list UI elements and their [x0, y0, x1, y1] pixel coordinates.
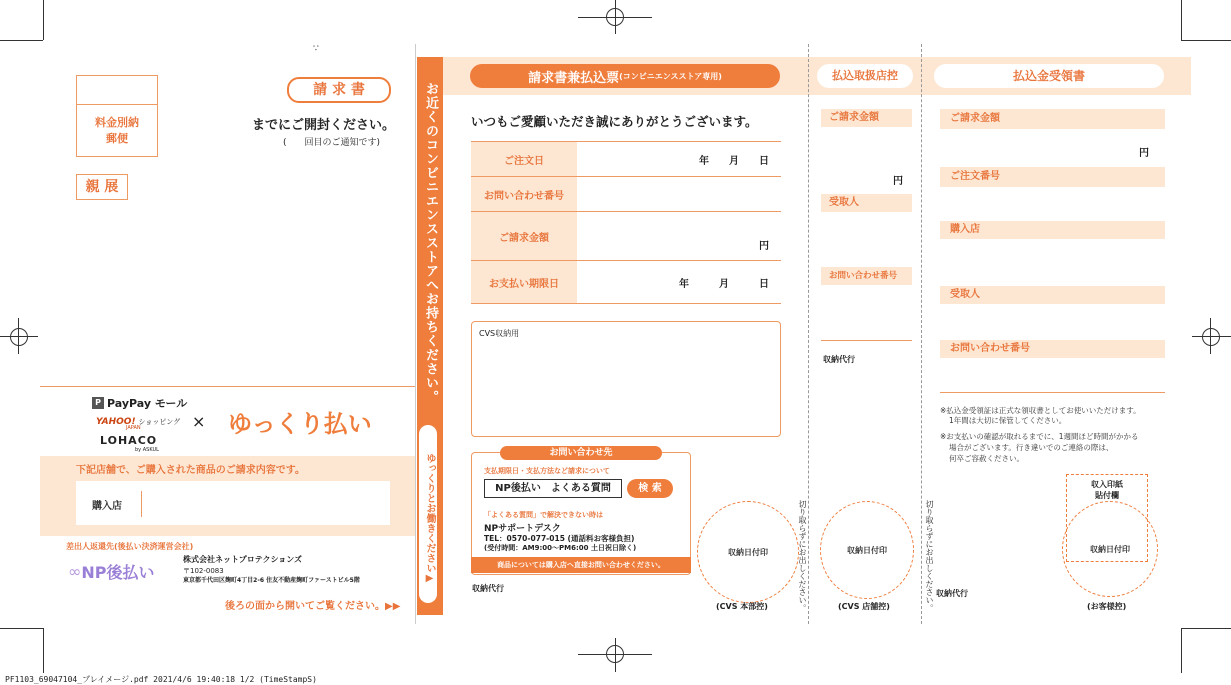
agent-label: 収納代行 [472, 584, 504, 593]
lohaco-logo [100, 434, 159, 453]
invoice-badge: 請 求 書 [287, 77, 391, 103]
receipt-note-2c: 何卒ご容赦ください。 [949, 454, 1024, 463]
receipt-amount-label: ご請求金額 [940, 109, 1165, 129]
store-inquiry-label: お問い合わせ番号 [821, 267, 912, 285]
crop-mark [0, 628, 43, 629]
table-row [471, 141, 781, 177]
postage-box [76, 75, 158, 157]
invoice-title-sub: (コンビニエンスストア専用) [619, 71, 722, 81]
receipt-caption: (お客様控) [1087, 602, 1127, 611]
yahoo-shopping: ショッピング [138, 418, 181, 426]
company-name: 株式会社ネットプロテクションズ [183, 555, 303, 564]
store-amount-label: ご請求金額 [821, 109, 912, 127]
divider [821, 340, 912, 341]
footer-timestamp: PF1103_69047104_プレイメージ.pdf 2021/4/6 19:40:18 1/2 (TimeStampS) [5, 675, 317, 684]
crop-mark [1181, 0, 1182, 40]
search-button[interactable]: 検 索 [627, 479, 673, 498]
yahoo-sub: JAPAN [126, 425, 141, 431]
contact-title: お問い合わせ先 [500, 446, 662, 460]
support-desk: NPサポートデスク [484, 524, 561, 534]
cut-note: 切り取らずにお出しください。 [798, 500, 807, 612]
receipt-payee-label: 受取人 [940, 286, 1165, 304]
store-caption: (CVS 店舗控) [838, 602, 890, 611]
support-tel: TEL：0570-077-015 (通話料お客様負担) [484, 534, 635, 543]
contact-sub: 支払期限日・支払方法など請求について [484, 467, 610, 475]
receipt-yen: 円 [1139, 148, 1149, 159]
stamp-caption: (CVS 本部控) [716, 602, 768, 611]
np-label: NP後払い [81, 563, 155, 582]
date-stamp-circle: 収納日付印 [697, 501, 799, 603]
faq-unresolved: 「よくある質問」で解決できない時は [484, 511, 603, 519]
receipt-store-label: 購入店 [940, 221, 1165, 239]
company-address: 東京都千代田区麹町4丁目2-6 住友不動産麹町ファーストビル5階 [183, 577, 360, 584]
crop-mark [43, 0, 44, 40]
receipt-note-1: ※払込金受領証は正式な領収書としてお使いいただけます。 [940, 406, 1141, 415]
receipt-agent: 収納代行 [936, 589, 968, 598]
divider [940, 392, 1165, 393]
crop-mark [43, 628, 44, 673]
open-prompt: までにご開封ください。 [252, 118, 396, 133]
yahoo-logo [96, 417, 180, 431]
yukkuri-logo: ゆっくり払い [228, 410, 372, 438]
receipt-note-1b: 1年間は大切に保管してください。 [949, 416, 1067, 425]
receipt-order-label: ご注文番号 [940, 167, 1165, 187]
dot-mark: ∵ [313, 44, 319, 54]
receipt-inquiry-label: お問い合わせ番号 [940, 340, 1165, 358]
receipt-note-2b: 場合がございます。行き違いでのご連絡の際は、 [949, 443, 1114, 452]
crop-mark [1181, 40, 1231, 41]
invoice-table [471, 141, 781, 304]
paypay-icon: P [92, 397, 104, 409]
paypay-logo [92, 395, 187, 411]
date-stamp-circle: 収納日付印 [820, 501, 914, 599]
support-hours: (受付時間：AM9:00〜PM6:00 土日祝日除く) [484, 544, 637, 552]
store-copy-title: 払込取扱店控 [817, 64, 913, 88]
postage-label: 料金別納 郵便 [95, 116, 139, 145]
cvs-band-text: お近くのコンビニエンスストアへお持ちください。 [423, 82, 438, 404]
store-yen: 円 [893, 176, 903, 187]
np-icon: ∞ [68, 562, 82, 581]
perforation-line [921, 44, 923, 624]
table-row [471, 261, 781, 304]
receipt-note-2: ※お支払いの確認が取れるまでに、1週間ほど時間がかかる [940, 432, 1139, 441]
registration-mark [10, 328, 28, 346]
lohaco-label: LOHACO [100, 434, 158, 447]
row-value: 年 月 日 [699, 155, 769, 167]
cvs-band-subtext: ゆっくりとお働きください▶ [419, 425, 437, 603]
invoice-title-pill [470, 64, 780, 88]
cut-line [415, 44, 416, 624]
faq-search-box: NP後払い よくある質問 [484, 479, 622, 498]
row-value: 円 [759, 241, 769, 252]
store-payee-label: 受取人 [821, 194, 912, 212]
times-sign: × [192, 412, 206, 431]
postal-code: 〒102-0083 [183, 567, 224, 575]
invoice-title: 請求書兼払込票 [528, 70, 620, 86]
revenue-stamp-box: 収入印紙 貼付欄 [1066, 474, 1148, 562]
date-stamp-circle: 収納日付印 [1062, 501, 1158, 597]
registration-mark [1202, 328, 1220, 346]
purchase-banner: 下記店舗で、ご購入された商品のご請求内容です。 [76, 465, 305, 476]
registration-mark [606, 645, 624, 663]
cut-note: 切り取らずにお出しください。 [925, 500, 934, 612]
confidential-stamp: 親 展 [76, 174, 128, 200]
product-note: 商品については購入店へ直接お問い合わせください。 [471, 557, 691, 573]
lohaco-sub: by ASKUL [135, 447, 159, 453]
return-label: 差出人返還先(後払い決済運営会社) [66, 542, 194, 551]
notice-count: ( 回目のご通知です) [283, 138, 381, 148]
row-value: 年 月 日 [679, 278, 769, 290]
crop-mark [1181, 628, 1182, 673]
row-label: お問い合わせ番号 [471, 177, 577, 211]
cvs-box-label: CVS収納用 [479, 329, 520, 338]
cvs-box [471, 321, 781, 437]
registration-mark [606, 8, 624, 26]
store-field [76, 481, 390, 525]
store-label: 購入店 [92, 501, 122, 512]
back-note: 後ろの面から開いてご覧ください。▶▶ [225, 601, 401, 612]
row-label: ご注文日 [471, 142, 577, 176]
crop-mark [0, 40, 43, 41]
crop-mark [1181, 628, 1231, 629]
np-logo [68, 560, 154, 583]
divider [40, 386, 415, 387]
thanks-message: いつもご愛顧いただき誠にありがとうございます。 [471, 114, 758, 129]
receipt-title: 払込金受領書 [934, 64, 1164, 88]
table-row [471, 212, 781, 261]
table-row [471, 177, 781, 212]
paypay-label: PayPay モール [107, 397, 188, 410]
store-agent: 収納代行 [823, 355, 855, 364]
row-label: お支払い期限日 [471, 261, 577, 303]
yahoo-label: YAHOO! [96, 417, 136, 427]
row-label: ご請求金額 [471, 212, 577, 260]
row-value [577, 177, 781, 211]
perforation-line [808, 44, 810, 624]
